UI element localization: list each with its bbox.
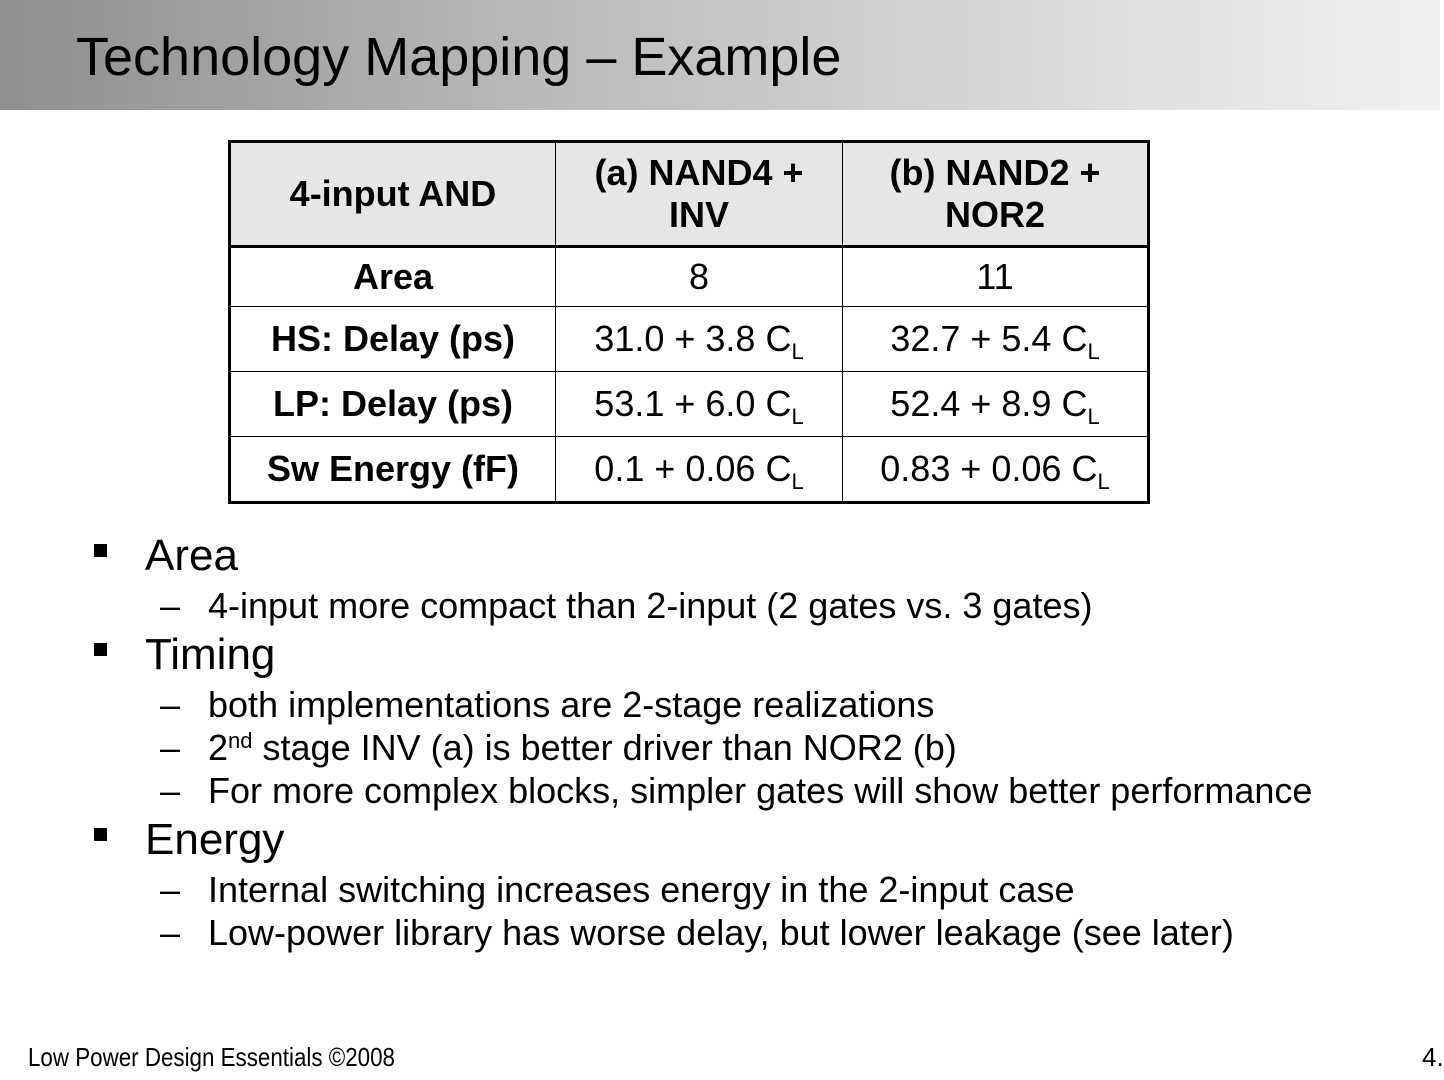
table-row	[230, 247, 1149, 307]
sub-item-text: For more complex blocks, simpler gates will show better performance	[208, 770, 1313, 811]
sub-item-text: both implementations are 2-stage realizations	[208, 684, 935, 725]
square-bullet-icon	[94, 828, 107, 841]
sub-item	[145, 729, 1390, 767]
table-row	[230, 307, 1149, 372]
cell-value: 32.7 + 5.4 C	[890, 318, 1088, 359]
cell-value: 52.4 + 8.9 C	[890, 383, 1088, 424]
bullet-heading: Energy	[145, 815, 285, 864]
table-cell	[556, 307, 843, 372]
header-cell: (a) NAND4 + INV	[556, 142, 843, 247]
page-number: 4.	[1422, 1042, 1444, 1072]
sub-item	[145, 914, 1390, 952]
row-label: Area	[230, 247, 556, 307]
table-cell	[556, 372, 843, 437]
dash-icon: –	[160, 727, 181, 768]
table-header-row	[230, 142, 1149, 247]
table-cell	[843, 307, 1149, 372]
cell-value: 0.83 + 0.06 C	[880, 448, 1098, 489]
cell-subscript: L	[791, 469, 804, 494]
bullet-heading: Area	[145, 531, 238, 580]
bullet-item	[90, 629, 1390, 810]
cell-value: 53.1 + 6.0 C	[594, 383, 792, 424]
sub-item	[145, 871, 1390, 909]
comparison-table	[228, 140, 1150, 504]
dash-icon: –	[160, 869, 181, 910]
square-bullet-icon	[94, 643, 107, 656]
dash-icon: –	[160, 912, 181, 953]
sub-item	[145, 772, 1390, 810]
cell-value: 31.0 + 3.8 C	[594, 318, 792, 359]
table-cell: 8	[556, 247, 843, 307]
sub-item-text: stage INV (a) is better driver than NOR2 (b)	[252, 727, 957, 768]
table-row	[230, 437, 1149, 503]
slide-title: Technology Mapping – Example	[76, 27, 842, 87]
sub-item	[145, 686, 1390, 724]
sub-item-text: 2	[208, 727, 229, 768]
bullet-list	[90, 530, 1390, 956]
cell-subscript: L	[791, 404, 804, 429]
ordinal-superscript: nd	[228, 728, 253, 753]
row-label: LP: Delay (ps)	[230, 372, 556, 437]
sub-list	[145, 871, 1390, 952]
sub-item-text: 4-input more compact than 2-input (2 gates vs. 3 gates)	[208, 585, 1093, 626]
table-cell	[556, 437, 843, 503]
row-label: HS: Delay (ps)	[230, 307, 556, 372]
cell-subscript: L	[1087, 339, 1100, 364]
table-cell	[843, 372, 1149, 437]
header-cell: (b) NAND2 + NOR2	[843, 142, 1149, 247]
sub-list	[145, 587, 1390, 625]
cell-value: 0.1 + 0.06 C	[594, 448, 792, 489]
footer-copyright: Low Power Design Essentials ©2008	[28, 1042, 395, 1072]
cell-subscript: L	[1097, 469, 1110, 494]
dash-icon: –	[160, 684, 181, 725]
dash-icon: –	[160, 585, 181, 626]
cell-subscript: L	[1087, 404, 1100, 429]
sub-list	[145, 686, 1390, 810]
sub-item-text: Internal switching increases energy in the 2-input case	[208, 869, 1075, 910]
row-label: Sw Energy (fF)	[230, 437, 556, 503]
table-row	[230, 372, 1149, 437]
bullet-item	[90, 814, 1390, 952]
bullet-heading: Timing	[145, 630, 276, 679]
table-cell: 11	[843, 247, 1149, 307]
cell-subscript: L	[791, 339, 804, 364]
table-cell	[843, 437, 1149, 503]
sub-item-text: Low-power library has worse delay, but lower leakage (see later)	[208, 912, 1234, 953]
square-bullet-icon	[94, 544, 107, 557]
dash-icon: –	[160, 770, 181, 811]
header-cell: 4-input AND	[230, 142, 556, 247]
bullet-item	[90, 530, 1390, 625]
sub-item	[145, 587, 1390, 625]
